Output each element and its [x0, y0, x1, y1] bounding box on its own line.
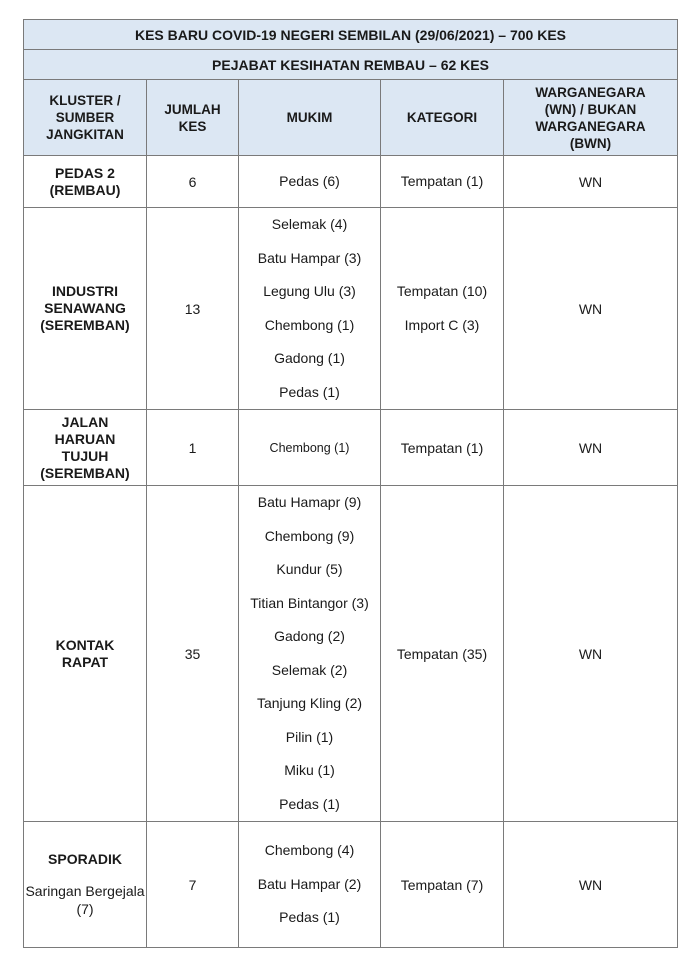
kategori-cell: Tempatan (1)	[381, 156, 504, 208]
header-jumlah: JUMLAH KES	[147, 80, 239, 156]
mukim-cell: Chembong (4) Batu Hampar (2) Pedas (1)	[239, 822, 381, 948]
wn-cell: WN	[504, 822, 678, 948]
kluster-cell: KONTAK RAPAT	[24, 486, 147, 822]
wn-cell: WN	[504, 156, 678, 208]
table-row	[24, 208, 678, 410]
mukim-cell: Chembong (1)	[239, 410, 381, 486]
mukim-cell: Pedas (6)	[239, 156, 381, 208]
header-mukim: MUKIM	[239, 80, 381, 156]
jumlah-cell: 35	[147, 486, 239, 822]
kategori-cell: Tempatan (1)	[381, 410, 504, 486]
header-kategori: KATEGORI	[381, 80, 504, 156]
kluster-cell: JALAN HARUAN TUJUH (SEREMBAN)	[24, 410, 147, 486]
jumlah-cell: 1	[147, 410, 239, 486]
kluster-cell: SPORADIK Saringan Bergejala (7)	[24, 822, 147, 948]
header-warganegara: WARGANEGARA (WN) / BUKAN WARGANEGARA (BWN)	[504, 80, 678, 156]
kategori-cell: Tempatan (10) Import C (3)	[381, 208, 504, 410]
jumlah-cell: 13	[147, 208, 239, 410]
table-subtitle: PEJABAT KESIHATAN REMBAU – 62 KES	[24, 50, 678, 80]
kluster-cell: INDUSTRI SENAWANG (SEREMBAN)	[24, 208, 147, 410]
table-row	[24, 156, 678, 208]
table-row	[24, 486, 678, 822]
wn-cell: WN	[504, 410, 678, 486]
jumlah-cell: 6	[147, 156, 239, 208]
mukim-cell: Batu Hamapr (9) Chembong (9) Kundur (5) Titian Bintangor (3) Gadong (2) Selemak (2) Tanjung Kling (2) Pilin (1) Miku (1) Pedas (1)	[239, 486, 381, 822]
table-title: KES BARU COVID-19 NEGERI SEMBILAN (29/06/2021) – 700 KES	[24, 20, 678, 50]
cases-table	[23, 19, 678, 948]
wn-cell: WN	[504, 486, 678, 822]
kategori-cell: Tempatan (35)	[381, 486, 504, 822]
kategori-cell: Tempatan (7)	[381, 822, 504, 948]
kluster-subtext: Saringan Bergejala (7)	[25, 883, 145, 917]
table-row	[24, 410, 678, 486]
wn-cell: WN	[504, 208, 678, 410]
kluster-cell: PEDAS 2 (REMBAU)	[24, 156, 147, 208]
header-kluster: KLUSTER / SUMBER JANGKITAN	[24, 80, 147, 156]
mukim-cell: Selemak (4) Batu Hampar (3) Legung Ulu (3) Chembong (1) Gadong (1) Pedas (1)	[239, 208, 381, 410]
jumlah-cell: 7	[147, 822, 239, 948]
table-row	[24, 822, 678, 948]
